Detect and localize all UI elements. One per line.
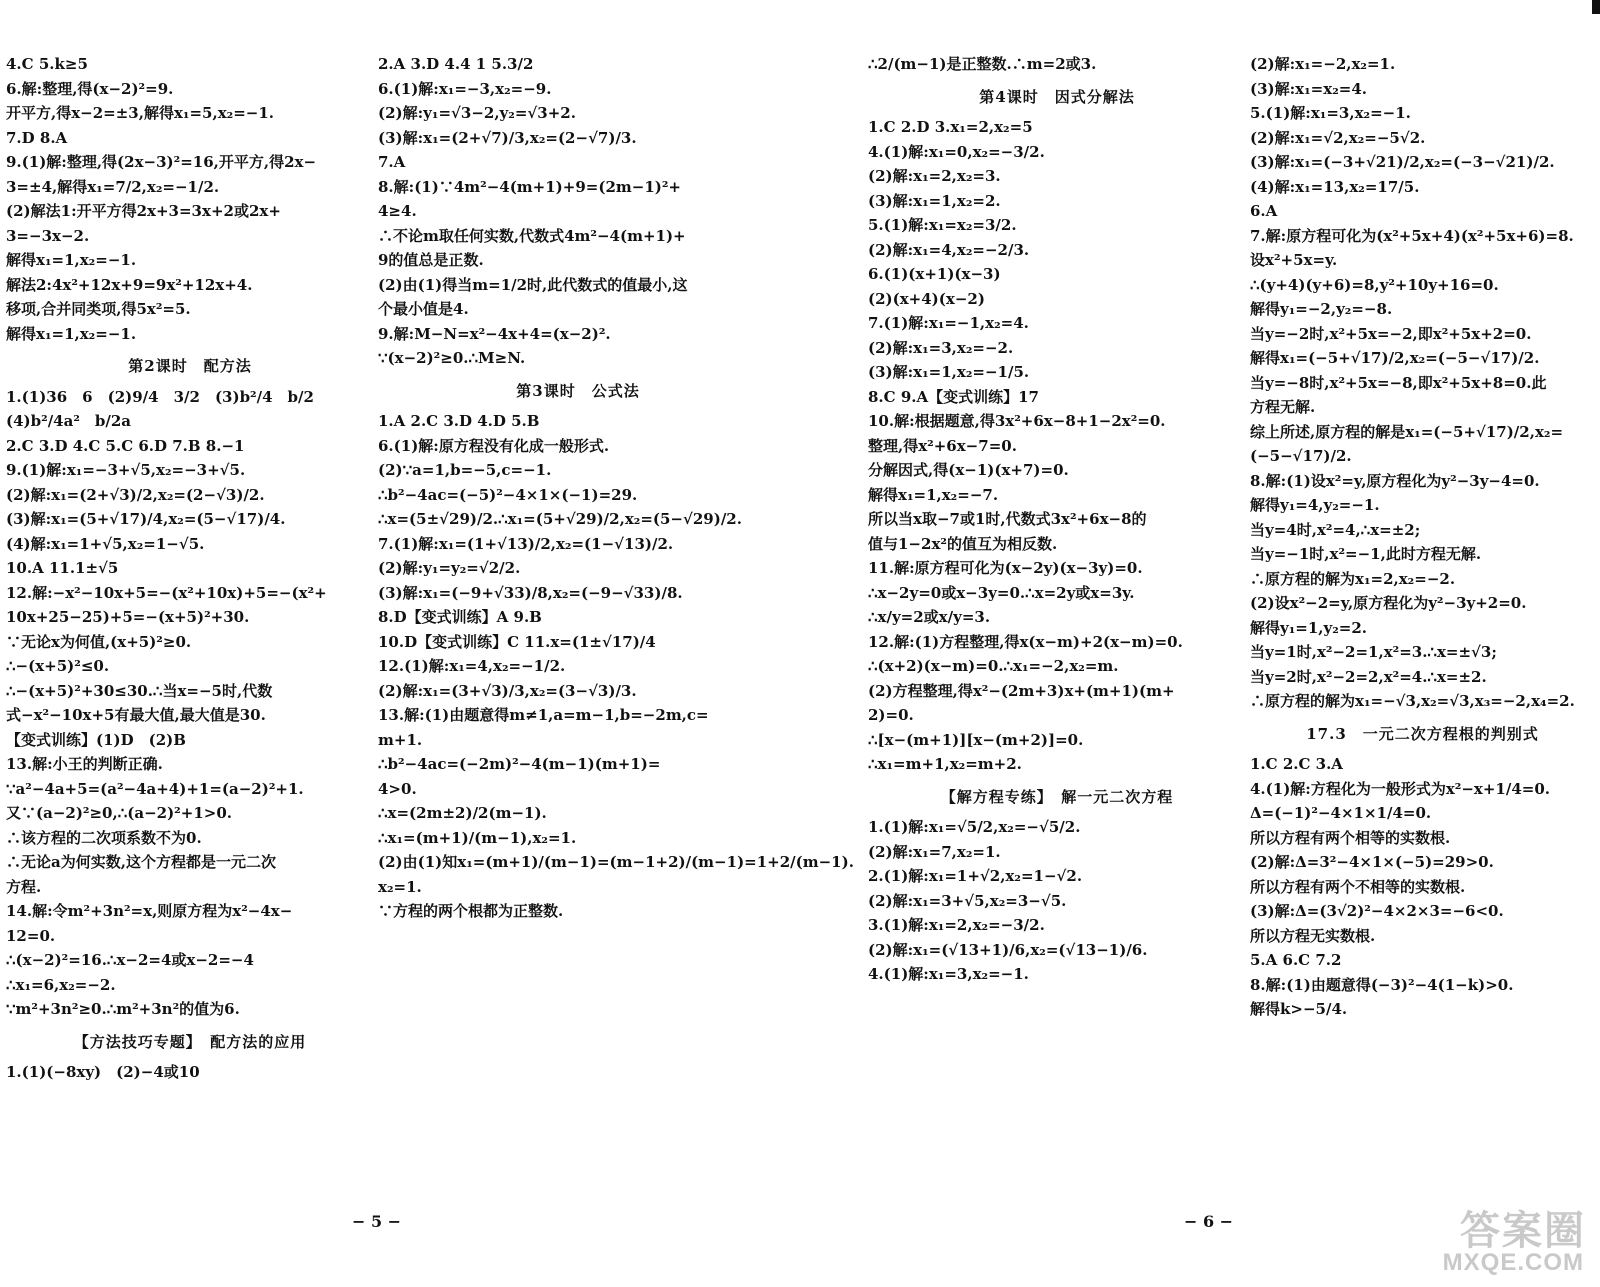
answer-line: 9.(1)解:x₁=−3+√5,x₂=−3+√5. <box>6 461 246 479</box>
answer-line: 8.解:(1)由题意得(−3)²−4(1−k)>0. <box>1250 975 1514 994</box>
answer-line: 值与1−2x²的值互为相反数. <box>868 534 1058 553</box>
answer-line: ∵方程的两个根都为正整数. <box>378 902 564 920</box>
answer-line: 9的值总是正数. <box>378 251 484 269</box>
answer-line: ∴(y+4)(y+6)=8,y²+10y+16=0. <box>1250 275 1499 294</box>
answer-line: (2)解:x₁=(2+√3)/2,x₂=(2−√3)/2. <box>6 485 265 504</box>
answer-line: 8.解:(1)∵4m²−4(m+1)+9=(2m−1)²+ <box>378 177 682 196</box>
answer-line: 5.(1)解:x₁=3,x₂=−1. <box>1250 104 1411 122</box>
answer-line: 8.C 9.A【变式训练】17 <box>868 387 1039 406</box>
answer-line: (3)解:x₁=(2+√7)/3,x₂=(2−√7)/3. <box>378 128 637 147</box>
section-heading: 【解方程专练】 解一元二次方程 <box>940 787 1174 806</box>
section-heading: 第4课时 因式分解法 <box>979 87 1135 106</box>
answer-line: ∴不论m取任何实数,代数式4m²−4(m+1)+ <box>378 226 686 245</box>
answer-line: (3)解:x₁=(−3+√21)/2,x₂=(−3−√21)/2. <box>1250 153 1555 171</box>
answer-line: 当y=−1时,x²=−1,此时方程无解. <box>1250 545 1482 563</box>
answer-line: 1.(1)36 6 (2)9/4 3/2 (3)b²/4 b/2 <box>6 387 314 406</box>
answer-line: 9.解:M−N=x²−4x+4=(x−2)². <box>378 324 611 343</box>
answer-line: m+1. <box>378 730 423 749</box>
answer-line: 12.(1)解:x₁=4,x₂=−1/2. <box>378 657 566 675</box>
answer-line: 7.解:原方程可化为(x²+5x+4)(x²+5x+6)=8. <box>1250 226 1574 245</box>
answer-line: 3.(1)解:x₁=2,x₂=−3/2. <box>868 916 1045 934</box>
answer-line: ∴原方程的解为x₁=−√3,x₂=√3,x₃=−2,x₄=2. <box>1250 692 1575 710</box>
answer-line: 设x²+5x=y. <box>1250 251 1338 269</box>
answer-line: 1.(1)解:x₁=√5/2,x₂=−√5/2. <box>868 818 1081 836</box>
answer-line: 个最小值是4. <box>378 300 469 318</box>
answer-line: 解得x₁=1,x₂=−7. <box>868 485 999 504</box>
answer-line: ∵a²−4a+5=(a²−4a+4)+1=(a−2)²+1. <box>6 779 304 798</box>
answer-line: 2)=0. <box>868 706 914 724</box>
answer-line: 又∵(a−2)²≥0,∴(a−2)²+1>0. <box>6 804 232 822</box>
answer-line: 11.解:原方程可化为(x−2y)(x−3y)=0. <box>868 559 1143 577</box>
answer-line: (2)解:x₁=4,x₂=−2/3. <box>868 240 1030 259</box>
answer-line: ∵(x−2)²≥0.∴M≥N. <box>378 349 526 367</box>
section-heading: 17.3 一元二次方程根的判别式 <box>1306 724 1539 743</box>
answer-line: (3)解:x₁=x₂=4. <box>1250 79 1367 98</box>
answer-line: (2)解:Δ=3²−4×1×(−5)=29>0. <box>1250 853 1494 871</box>
answer-line: 所以方程有两个不相等的实数根. <box>1250 877 1466 896</box>
answer-line: 8.D【变式训练】A 9.B <box>378 608 542 626</box>
answer-line: ∴原方程的解为x₁=2,x₂=−2. <box>1250 569 1456 588</box>
answer-line: ∴[x−(m+1)][x−(m+2)]=0. <box>868 730 1084 749</box>
answer-line: 4.(1)解:x₁=3,x₂=−1. <box>868 965 1029 983</box>
answer-line: 当y=2时,x²−2=2,x²=4.∴x=±2. <box>1250 667 1487 686</box>
answer-line: Δ=(−1)²−4×1×1/4=0. <box>1250 804 1432 822</box>
answer-line: (2)∵a=1,b=−5,c=−1. <box>378 461 552 479</box>
column-2 <box>378 52 854 924</box>
answer-line: 当y=−8时,x²+5x=−8,即x²+5x+8=0.此 <box>1250 373 1547 392</box>
answer-line: 14.解:令m²+3n²=x,则原方程为x²−4x− <box>6 902 293 920</box>
answer-line: ∴x=(2m±2)/2(m−1). <box>378 804 547 822</box>
answer-line: 解得x₁=1,x₂=−1. <box>6 324 137 343</box>
answer-line: 6.解:整理,得(x−2)²=9. <box>6 79 174 98</box>
answer-line: (2)解:x₁=2,x₂=3. <box>868 167 1001 185</box>
answer-line: 8.解:(1)设x²=y,原方程化为y²−3y−4=0. <box>1250 471 1540 490</box>
column-1 <box>6 52 374 1085</box>
answer-line: x₂=1. <box>378 877 422 896</box>
watermark <box>1416 1199 1586 1277</box>
answer-line: 解得x₁=(−5+√17)/2,x₂=(−5−√17)/2. <box>1250 349 1540 367</box>
answer-line: 分解因式,得(x−1)(x+7)=0. <box>868 461 1069 479</box>
answer-line: 1.(1)(−8xy) (2)−4或10 <box>6 1063 200 1081</box>
answer-line: ∴−(x+5)²≤0. <box>6 657 110 675</box>
column-4 <box>1250 52 1595 1022</box>
answer-line: 1.C 2.C 3.A <box>1250 755 1343 773</box>
answer-line: 10.解:根据题意,得3x²+6x−8+1−2x²=0. <box>868 412 1166 430</box>
column-3 <box>868 52 1246 987</box>
answer-line: 2.(1)解:x₁=1+√2,x₂=1−√2. <box>868 867 1083 885</box>
section-heading: 第2课时 配方法 <box>128 357 252 375</box>
answer-line: 7.(1)解:x₁=−1,x₂=4. <box>868 314 1029 332</box>
answer-line: 13.解:小王的判断正确. <box>6 755 163 773</box>
answer-line: (3)解:Δ=(3√2)²−4×2×3=−6<0. <box>1250 902 1504 920</box>
answer-line: 12.解:(1)方程整理,得x(x−m)+2(x−m)=0. <box>868 632 1183 651</box>
answer-line: ∴b²−4ac=(−2m)²−4(m−1)(m+1)= <box>378 755 661 773</box>
answer-line: 3=−3x−2. <box>6 226 90 245</box>
answer-line: 所以方程有两个相等的实数根. <box>1250 828 1451 847</box>
answer-line: ∵m²+3n²≥0.∴m²+3n²的值为6. <box>6 1000 240 1018</box>
answer-line: 7.(1)解:x₁=(1+√13)/2,x₂=(1−√13)/2. <box>378 534 674 553</box>
answer-line: (2)解:y₁=√3−2,y₂=√3+2. <box>378 104 576 122</box>
watermark-url: MXQE.COM <box>1442 1249 1584 1276</box>
answer-line: (4)b²/4a² b/2a <box>6 412 132 430</box>
answer-line: ∴x=(5±√29)/2.∴x₁=(5+√29)/2,x₂=(5−√29)/2. <box>378 510 742 528</box>
answer-line: 方程无解. <box>1250 398 1316 416</box>
answer-line: ∴该方程的二次项系数不为0. <box>6 828 202 847</box>
answer-line: (3)解:x₁=1,x₂=−1/5. <box>868 363 1030 381</box>
answer-line: 4.C 5.k≥5 <box>6 55 88 73</box>
answer-line: (2)由(1)得当m=1/2时,此代数式的值最小,这 <box>378 275 688 294</box>
answer-line: ∴x₁=6,x₂=−2. <box>6 975 116 994</box>
answer-line: 6.A <box>1250 202 1278 220</box>
answer-line: 整理,得x²+6x−7=0. <box>868 436 1017 455</box>
answer-line: 10x+25−25)+5=−(x+5)²+30. <box>6 608 250 626</box>
watermark-logo: 答案圈 <box>1460 1209 1586 1253</box>
answer-line: 5.(1)解:x₁=x₂=3/2. <box>868 216 1017 234</box>
answer-line: ∴x₁=(m+1)/(m−1),x₂=1. <box>378 828 577 847</box>
answer-line: 13.解:(1)由题意得m≠1,a=m−1,b=−2m,c= <box>378 706 709 724</box>
answer-line: 9.(1)解:整理,得(2x−3)²=16,开平方,得2x− <box>6 153 317 171</box>
answer-line: (2)解:x₁=3,x₂=−2. <box>868 338 1014 357</box>
answer-line: 解得y₁=4,y₂=−1. <box>1250 496 1380 514</box>
answer-line: ∴(x+2)(x−m)=0.∴x₁=−2,x₂=m. <box>868 657 1119 675</box>
answer-line: 综上所述,原方程的解是x₁=(−5+√17)/2,x₂= <box>1250 422 1564 441</box>
page-number-right: − 6 − <box>1184 1212 1234 1231</box>
answer-line: 解得y₁=1,y₂=2. <box>1250 618 1368 637</box>
answer-line: 2.C 3.D 4.C 5.C 6.D 7.B 8.−1 <box>6 436 245 455</box>
answer-line: 解得k>−5/4. <box>1250 1000 1348 1018</box>
answer-line: 移项,合并同类项,得5x²=5. <box>6 300 191 318</box>
answer-line: 3=±4,解得x₁=7/2,x₂=−1/2. <box>6 177 220 196</box>
answer-line: (2)解:x₁=−2,x₂=1. <box>1250 55 1396 73</box>
answer-line: 10.D【变式训练】C 11.x=(1±√17)/4 <box>378 632 656 651</box>
answer-line: 12=0. <box>6 926 56 945</box>
answer-line: ∴−(x+5)²+30≤30.∴当x=−5时,代数 <box>6 681 273 700</box>
answer-line: 6.(1)解:x₁=−3,x₂=−9. <box>378 79 552 98</box>
answer-line: 6.(1)(x+1)(x−3) <box>868 265 1001 283</box>
corner-mark <box>1592 0 1600 14</box>
answer-line: (4)解:x₁=1+√5,x₂=1−√5. <box>6 534 205 553</box>
answer-line: ∴x₁=m+1,x₂=m+2. <box>868 755 1022 773</box>
answer-line: 4.(1)解:x₁=0,x₂=−3/2. <box>868 142 1045 161</box>
answer-line: (4)解:x₁=13,x₂=17/5. <box>1250 177 1420 196</box>
answer-line: 开平方,得x−2=±3,解得x₁=5,x₂=−1. <box>6 104 275 122</box>
answer-line: 4.(1)解:方程化为一般形式为x²−x+1/4=0. <box>1250 779 1551 798</box>
answer-line: (2)由(1)知x₁=(m+1)/(m−1)=(m−1+2)/(m−1)=1+2/(m−1). <box>378 853 854 871</box>
answer-line: (2)解:x₁=(3+√3)/3,x₂=(3−√3)/3. <box>378 681 637 700</box>
answer-line: ∴无论a为何实数,这个方程都是一元二次 <box>6 853 276 871</box>
answer-line: 方程. <box>6 877 42 896</box>
answer-line: 解得y₁=−2,y₂=−8. <box>1250 300 1393 318</box>
section-heading: 【方法技巧专题】 配方法的应用 <box>73 1032 307 1051</box>
answer-line: (−5−√17)/2. <box>1250 447 1352 465</box>
answer-line: (2)解:x₁=3+√5,x₂=3−√5. <box>868 891 1067 910</box>
answer-line: 2.A 3.D 4.4 1 5.3/2 <box>378 55 534 73</box>
answer-line: (2)解:x₁=(√13+1)/6,x₂=(√13−1)/6. <box>868 940 1148 959</box>
answer-line: 7.A <box>378 153 406 171</box>
page-number-left: − 5 − <box>352 1212 402 1231</box>
answer-line: (2)(x+4)(x−2) <box>868 289 985 308</box>
answer-line: ∴2/(m−1)是正整数.∴m=2或3. <box>868 55 1097 73</box>
answer-line: (2)设x²−2=y,原方程化为y²−3y+2=0. <box>1250 594 1527 612</box>
answer-line: (2)解法1:开平方得2x+3=3x+2或2x+ <box>6 202 281 220</box>
answer-line: (2)方程整理,得x²−(2m+3)x+(m+1)(m+ <box>868 681 1175 700</box>
answer-line: (3)解:x₁=(−9+√33)/8,x₂=(−9−√33)/8. <box>378 583 683 602</box>
answer-line: 1.A 2.C 3.D 4.D 5.B <box>378 412 540 430</box>
answer-line: 7.D 8.A <box>6 128 68 147</box>
answer-line: (2)解:y₁=y₂=√2/2. <box>378 559 521 577</box>
answer-line: 4≥4. <box>378 202 417 220</box>
answer-line: ∴(x−2)²=16.∴x−2=4或x−2=−4 <box>6 951 254 969</box>
answer-line: 【变式训练】(1)D (2)B <box>6 730 186 749</box>
answer-line: 解得x₁=1,x₂=−1. <box>6 251 137 269</box>
answer-line: 当y=4时,x²=4,∴x=±2; <box>1250 520 1421 539</box>
answer-line: 12.解:−x²−10x+5=−(x²+10x)+5=−(x²+ <box>6 583 327 602</box>
answer-line: 当y=−2时,x²+5x=−2,即x²+5x+2=0. <box>1250 324 1532 343</box>
answer-line: 当y=1时,x²−2=1,x²=3.∴x=±√3; <box>1250 643 1497 661</box>
answer-line: 4>0. <box>378 779 417 798</box>
section-heading: 第3课时 公式法 <box>516 381 640 400</box>
answer-line: 6.(1)解:原方程没有化成一般形式. <box>378 436 610 455</box>
answer-line: 所以当x取−7或1时,代数式3x²+6x−8的 <box>868 510 1147 528</box>
answer-line: ∴b²−4ac=(−5)²−4×1×(−1)=29. <box>378 485 638 504</box>
answer-line: 解法2:4x²+12x+9=9x²+12x+4. <box>6 275 253 294</box>
answer-line: 10.A 11.1±√5 <box>6 559 119 577</box>
answer-line: 所以方程无实数根. <box>1250 926 1376 945</box>
answer-line: ∴x−2y=0或x−3y=0.∴x=2y或x=3y. <box>868 583 1135 602</box>
answer-line: (2)解:x₁=√2,x₂=−5√2. <box>1250 128 1426 147</box>
answer-line: (2)解:x₁=7,x₂=1. <box>868 842 1001 861</box>
answer-line: (3)解:x₁=1,x₂=2. <box>868 191 1001 210</box>
answer-line: 5.A 6.C 7.2 <box>1250 951 1342 969</box>
answer-line: ∵无论x为何值,(x+5)²≥0. <box>6 632 192 651</box>
answer-line: 1.C 2.D 3.x₁=2,x₂=5 <box>868 118 1033 136</box>
answer-line: ∴x/y=2或x/y=3. <box>868 608 991 626</box>
answer-line: (3)解:x₁=(5+√17)/4,x₂=(5−√17)/4. <box>6 510 286 528</box>
answer-line: 式−x²−10x+5有最大值,最大值是30. <box>6 706 266 724</box>
